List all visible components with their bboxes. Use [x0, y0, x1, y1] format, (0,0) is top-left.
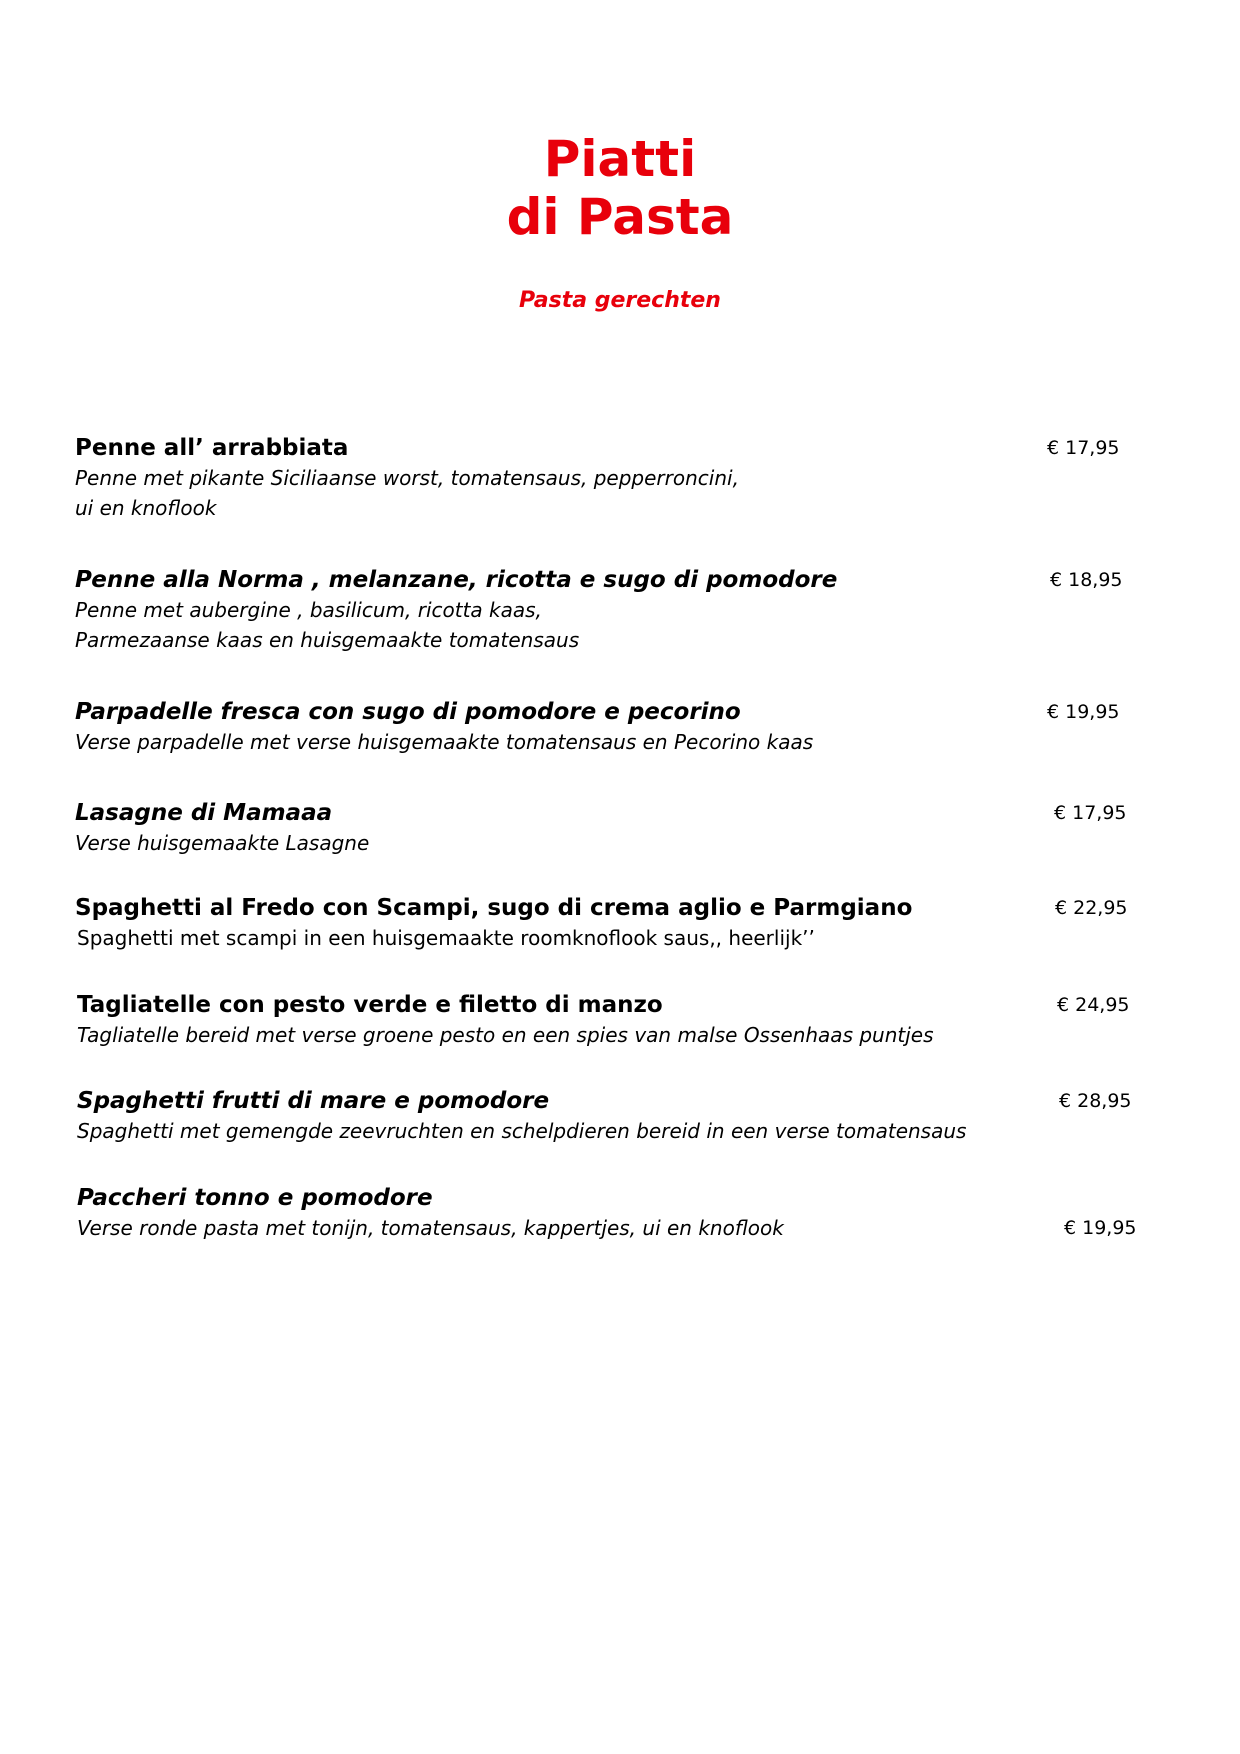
menu-item — [75, 893, 1155, 953]
menu-item — [75, 1086, 1155, 1146]
menu-item — [75, 798, 1155, 858]
menu-item — [75, 990, 1155, 1050]
dish-price: € 17,95 — [1054, 802, 1127, 824]
dish-name: Tagliatelle con pesto verde e filetto di manzo — [77, 992, 663, 1018]
page-subtitle: Pasta gerechten — [519, 288, 721, 313]
dish-description: Penne met pikante Siciliaanse worst, tomatensaus, pepperroncini, — [75, 466, 739, 490]
dish-description: Verse parpadelle met verse huisgemaakte tomatensaus en Pecorino kaas — [75, 730, 814, 754]
dish-price: € 24,95 — [1057, 994, 1130, 1016]
dish-price: € 22,95 — [1055, 897, 1128, 919]
title-line-2: di Pasta — [506, 188, 734, 246]
dish-price: € 18,95 — [1050, 569, 1123, 591]
dish-name: Paccheri tonno e pomodore — [77, 1185, 433, 1211]
dish-price: € 28,95 — [1059, 1090, 1132, 1112]
dish-name: Spaghetti al Fredo con Scampi, sugo di crema aglio e Parmgiano — [75, 895, 913, 921]
dish-name: Penne alla Norma , melanzane, ricotta e sugo di pomodore — [75, 567, 838, 593]
dish-description: Spaghetti met scampi in een huisgemaakte roomknoflook saus,, heerlijk’’ — [77, 926, 815, 950]
menu-item — [75, 697, 1155, 757]
menu-item — [75, 1183, 1155, 1243]
dish-description: Spaghetti met gemengde zeevruchten en schelpdieren bereid in een verse tomatensaus — [77, 1119, 967, 1143]
dish-name: Lasagne di Mamaaa — [75, 800, 333, 826]
dish-description: Verse ronde pasta met tonijn, tomatensaus, kappertjes, ui en knoflook — [77, 1216, 784, 1240]
page-title — [0, 130, 1240, 246]
dish-price: € 19,95 — [1064, 1217, 1137, 1239]
dish-name: Spaghetti frutti di mare e pomodore — [77, 1088, 550, 1114]
dish-price: € 17,95 — [1047, 437, 1120, 459]
dish-description-continued: Parmezaanse kaas en huisgemaakte tomatensaus — [75, 628, 580, 652]
dish-description: Penne met aubergine , basilicum, ricotta kaas, — [75, 598, 542, 622]
dish-name: Penne all’ arrabbiata — [75, 435, 349, 461]
dish-price: € 19,95 — [1047, 701, 1120, 723]
dish-description: Tagliatelle bereid met verse groene pesto en een spies van malse Ossenhaas puntjes — [77, 1023, 934, 1047]
dish-description-continued: ui en knoflook — [75, 496, 217, 520]
dish-description: Verse huisgemaakte Lasagne — [75, 831, 370, 855]
menu-item — [75, 565, 1155, 655]
title-line-1: Piatti — [543, 130, 697, 188]
dish-name: Parpadelle fresca con sugo di pomodore e pecorino — [75, 699, 741, 725]
menu-item — [75, 433, 1155, 523]
